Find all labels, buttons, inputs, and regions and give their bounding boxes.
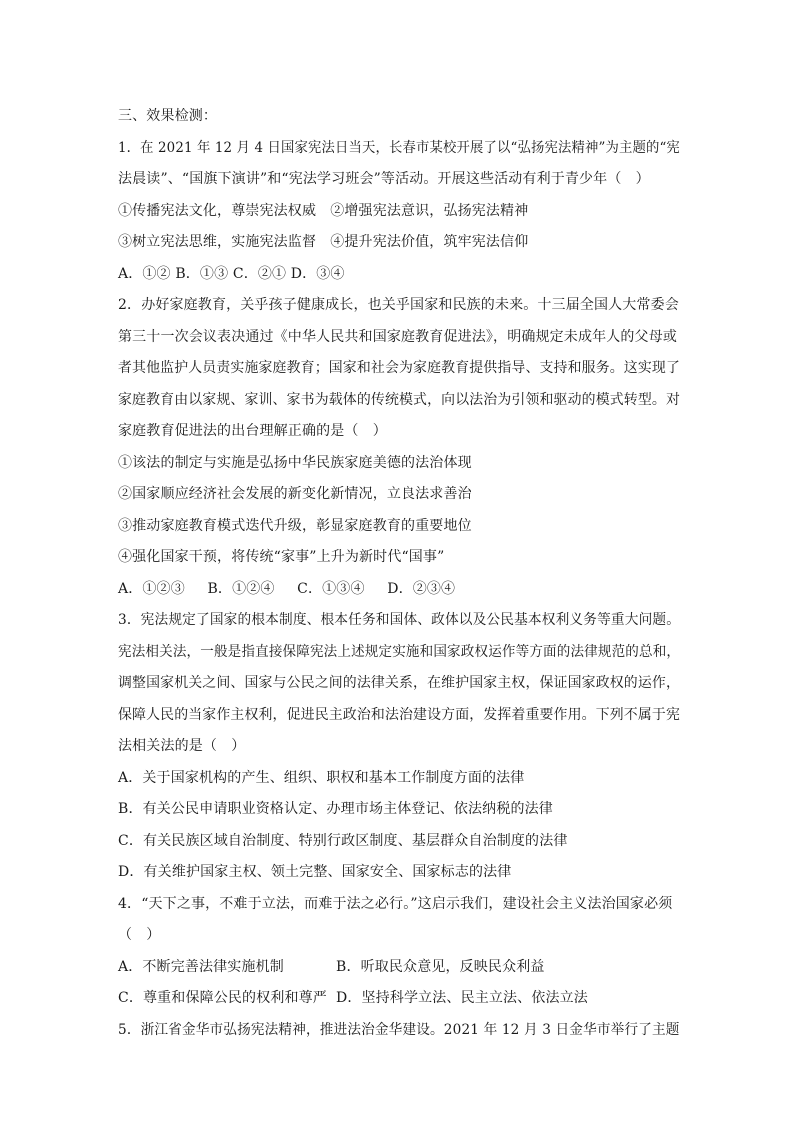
question-4-option-c[interactable]: C．尊重和保障公民的权利和尊严 [118,990,327,1006]
question-4-line-2: （ ） [118,927,161,943]
question-2-option-a[interactable]: A．①②③ [118,580,185,597]
question-1-option-d[interactable]: D．③④ [290,265,345,282]
document-page [118,101,680,1046]
question-1-statement-1-2: ①传播宪法文化，尊崇宪法权威 ②增强宪法意识，弘扬宪法精神 [118,202,529,219]
question-2-option-d[interactable]: D．②③④ [387,580,456,597]
question-5-line-1: 5．浙江省金华市弘扬宪法精神，推进法治金华建设。2021 年 12 月 3 日金华市举行了主题 [118,1021,680,1038]
question-1-statement-3-4: ③树立宪法思维，实施宪法监督 ④提升宪法价值，筑牢宪法信仰 [118,234,529,250]
question-1-option-b[interactable]: B．①③ [175,265,229,282]
question-1-options [118,259,680,291]
question-4-option-a[interactable]: A．不断完善法律实施机制 [118,958,284,975]
question-3-line-1: 3．宪法规定了国家的根本制度、根本任务和国体、政体以及公民基本权利义务等重大问题。 [118,612,681,628]
question-3-option-d[interactable]: D．有关维护国家主权、领土完整、国家安全、国家标志的法律 [118,864,512,880]
question-2 [118,290,680,605]
question-2-line-1: 2．办好家庭教育，关乎孩子健康成长，也关乎国家和民族的未来。十三届全国人大常委会 [118,297,679,313]
question-1-line-1: 1．在 2021 年 12 月 4 日国家宪法日当天，长春市某校开展了以“弘扬宪法精神”为主题的“宪 [118,139,680,156]
question-3 [118,605,680,889]
question-2-option-c[interactable]: C．①③④ [297,580,365,597]
question-2-statement-2: ②国家顺应经济社会发展的新变化新情况，立良法求善治 [118,486,472,502]
question-2-line-4: 家庭教育由以家规、家训、家书为载体的传统模式，向以法治为引领和驱动的模式转型。对 [118,391,680,408]
question-3-line-2: 宪法相关法，一般是指直接保障宪法上述规定实施和国家政权运作等方面的法律规范的总和， [118,643,681,660]
question-4-options-row-1 [118,952,680,984]
question-1-option-c[interactable]: C．②① [232,265,287,282]
question-2-statement-1: ①该法的制定与实施是弘扬中华民族家庭美德的法治体现 [118,454,472,471]
section-title: 三、效果检测： [118,108,218,124]
question-2-options [118,574,680,606]
question-4-option-b[interactable]: B．听取民众意见，反映民众利益 [336,958,545,975]
question-2-line-3: 者其他监护人员责实施家庭教育；国家和社会为家庭教育提供指导、支持和服务。这实现了 [118,360,680,376]
question-3-option-a[interactable]: A．关于国家机构的产生、组织、职权和基本工作制度方面的法律 [118,769,525,786]
question-3-line-4: 保障人民的当家作主权利，促进民主政治和法治建设方面，发挥着重要作用。下列不属于宪 [118,706,680,723]
question-3-line-3: 调整国家机关之间、国家与公民之间的法律关系，在维护国家主权，保证国家政权的运作， [118,675,680,691]
question-1-option-a[interactable]: A．①② [118,265,171,282]
question-3-option-b[interactable]: B．有关公民申请职业资格认定、办理市场主体登记、依法纳税的法律 [118,801,553,817]
question-4-option-d[interactable]: D．坚持科学立法、民主立法、依法立法 [336,990,588,1006]
question-2-line-5: 家庭教育促进法的出台理解正确的是（ ） [118,423,387,439]
question-1-line-2: 法晨读”、“国旗下演讲”和“宪法学习班会”等活动。开展这些活动有利于青少年（ ） [118,171,650,187]
question-3-option-c[interactable]: C．有关民族区域自治制度、特别行政区制度、基层群众自治制度的法律 [118,832,568,849]
question-2-line-2: 第三十一次会议表决通过《中华人民共和国家庭教育促进法》，明确规定未成年人的父母或 [118,328,677,345]
question-4-options-row-2 [118,983,680,1015]
question-4-line-1: 4．“天下之事，不难于立法，而难于法之必行。”这启示我们，建设社会主义法治国家必须 [118,895,673,912]
question-3-line-5: 法相关法的是（ ） [118,738,246,754]
question-5 [118,1015,680,1047]
question-2-statement-3: ③推动家庭教育模式迭代升级，彰显家庭教育的重要地位 [118,517,472,534]
question-4 [118,889,680,1015]
question-2-statement-4: ④强化国家干预，将传统“家事”上升为新时代“国事” [118,549,445,565]
question-2-option-b[interactable]: B．①②④ [207,580,275,597]
question-1 [118,133,680,291]
